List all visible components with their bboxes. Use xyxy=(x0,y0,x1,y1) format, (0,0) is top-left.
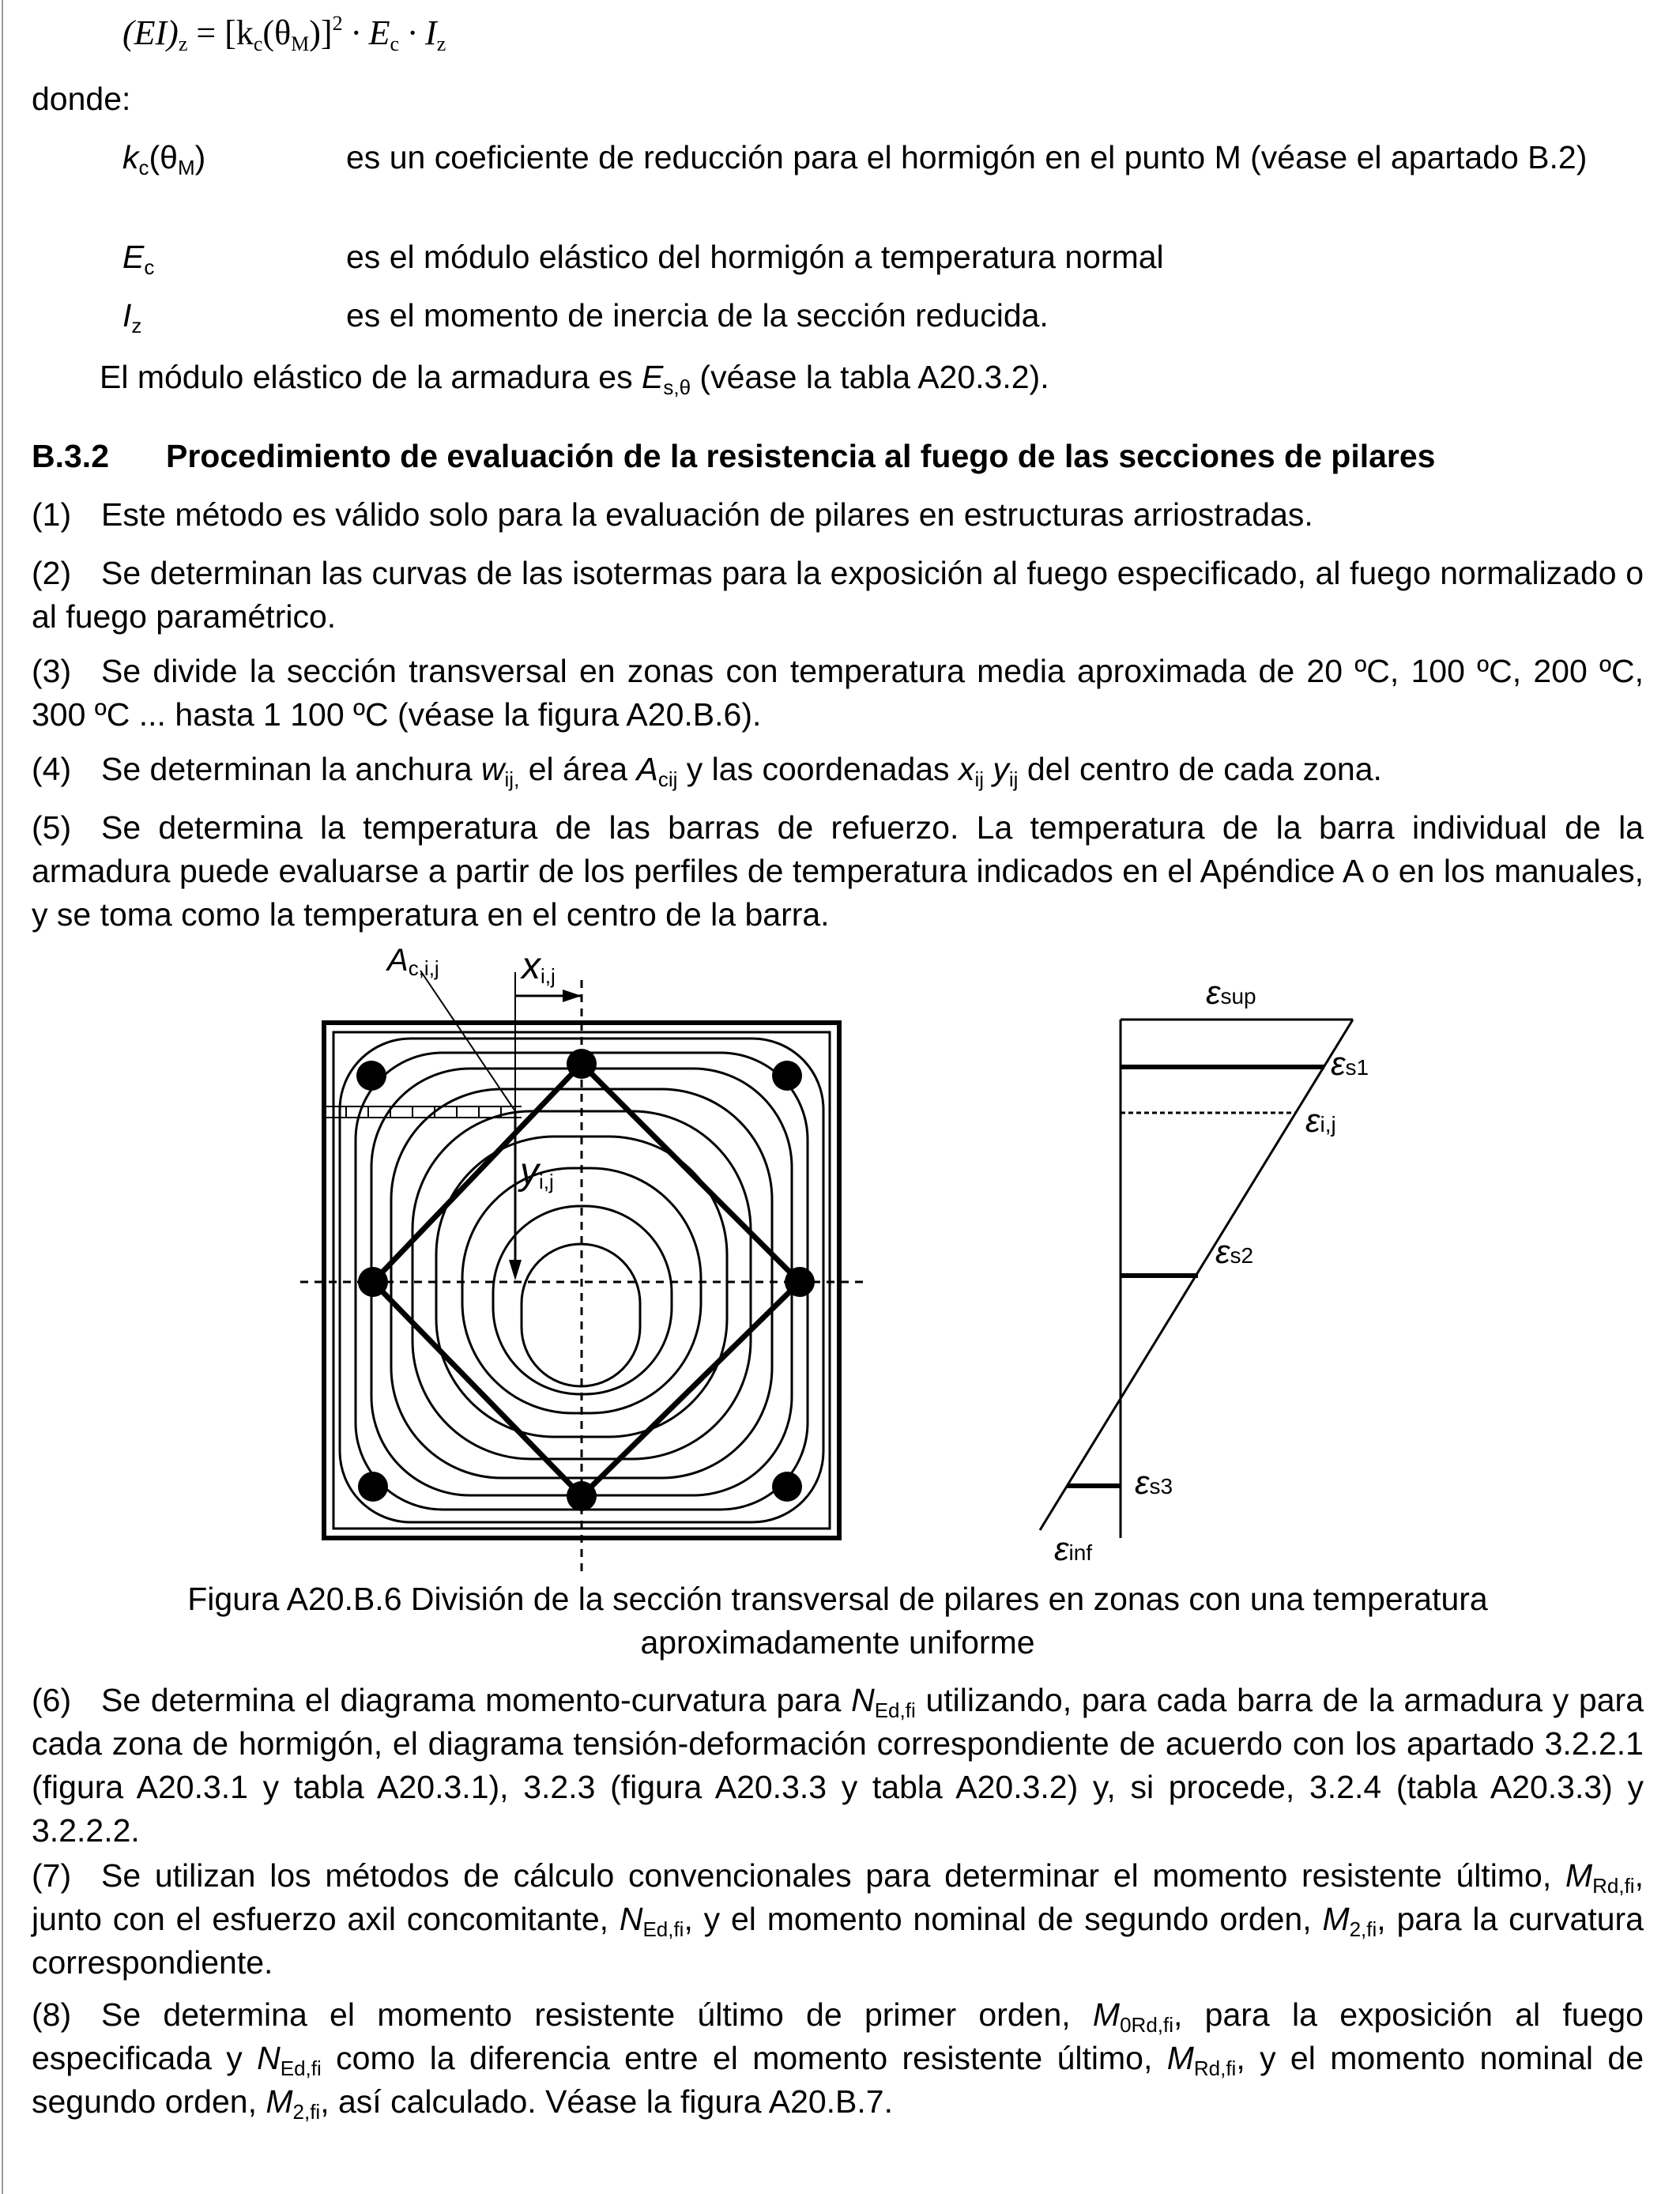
section-title: Procedimiento de evaluación de la resistencia al fuego de las secciones de pilares xyxy=(166,438,1436,474)
item-5: (5) Se determina la temperatura de las barras de refuerzo. La temperatura de la barra individual de la armadura puede evaluarse a partir de los perfiles de temperatura indicados en el Apéndice A o en los manuales, y se toma como la temperatura en el centro de la barra. xyxy=(32,809,1644,933)
strain-s1-label: εs1 xyxy=(1331,1045,1369,1082)
rebar-bottom-center xyxy=(567,1481,597,1511)
item-3: (3) Se divide la sección transversal en zonas con temperatura media aproximada de 20 ºC, 100 ºC, 200 ºC, 300 ºC ... hasta 1 100 ºC (véase la figura A20.B.6). xyxy=(32,653,1644,733)
strain-s2-label: εs2 xyxy=(1215,1233,1254,1270)
rebar-mid-right xyxy=(785,1267,815,1297)
area-leader xyxy=(420,971,515,1111)
figure-column-section xyxy=(0,941,1680,1581)
definition-text-ec: es el módulo elástico del hormigón a temperatura normal xyxy=(346,239,1164,275)
rebar-bottom-left xyxy=(358,1472,388,1502)
stiffness-formula: $(EI)_z = [k_c(\theta_M)]^2 \cdot E_c \cdot I_z$ xyxy=(122,12,446,55)
rebar-top-center xyxy=(567,1049,597,1079)
donde-label: donde: xyxy=(32,81,131,117)
item-4: (4) Se determinan la anchura $w_{ij,}$ el área $A_{cij}$ y las coordenadas $x_{ij}$ $y_{ij}$ del centro de cada zona. xyxy=(32,751,1382,791)
strain-inf-label: εinf xyxy=(1054,1530,1093,1567)
definition-term-ec: $E_c$ xyxy=(122,239,155,279)
area-label: Ac,i,j xyxy=(387,943,439,980)
definition-text-iz: es el momento de inercia de la sección reducida. xyxy=(346,297,1049,334)
rebar-bottom-right xyxy=(772,1472,802,1502)
figure-caption: Figura A20.B.6 División de la sección transversal de pilares en zonas con una temperatura aproximadamente uniforme xyxy=(187,1581,1488,1661)
definition-term-iz: $I_z$ xyxy=(122,297,142,337)
zone-grid xyxy=(324,1106,522,1118)
strain-s3-label: εs3 xyxy=(1135,1464,1173,1501)
rebar-mid-left xyxy=(358,1267,388,1297)
y-arrowhead xyxy=(509,1260,522,1280)
rebar-top-right xyxy=(772,1061,802,1091)
modulo-elastico-paragraph: El módulo elástico de la armadura es $E_{s,\theta}$ (véase la tabla A20.3.2). xyxy=(100,359,1049,399)
definition-term-kc: $k_c(\theta_M)$ xyxy=(122,139,206,179)
item-7: (7) Se utilizan los métodos de cálculo convencionales para determinar el momento resistente último, $M_{Rd,fi}$, junto con el esfuerzo axil concomitante, $N_{Ed,fi}$, y el momento nominal de segundo orden, $M_{2,fi}$, para la curvatura correspondiente. xyxy=(32,1857,1644,1981)
strain-sup-label: εsup xyxy=(1206,974,1256,1011)
rebar-top-left xyxy=(356,1061,386,1091)
definition-text-kc: es un coeficiente de reducción para el hormigón en el punto M (véase el apartado B.2) xyxy=(346,139,1588,175)
y-label: yi,j xyxy=(520,1151,554,1193)
item-1: (1) Este método es válido solo para la evaluación de pilares en estructuras arriostradas. xyxy=(32,496,1313,533)
x-label: xi,j xyxy=(522,945,556,988)
section-number: B.3.2 xyxy=(32,438,109,474)
item-6: (6) Se determina el diagrama momento-curvatura para $N_{Ed,fi}$ utilizando, para cada barra de la armadura y para cada zona de hormigón, el diagrama tensión-deformación correspondiente de acuerdo con los apartado 3.2.2.1 (figura A20.3.1 y tabla A20.3.1), 3.2.3 (figura A20.3.3 y tabla A20.3.2) y, si procede, 3.2.4 (tabla A20.3.3) y 3.2.2.2. xyxy=(32,1682,1644,1849)
item-8: (8) Se determina el momento resistente último de primer orden, $M_{0Rd,fi}$, para la exposición al fuego especificada y $N_{Ed,fi}$ como la diferencia entre el momento resistente último, $M_{Rd,fi}$, y el momento nominal de segundo orden, $M_{2,fi}$, así calculado. Véase la figura A20.B.7. xyxy=(32,1996,1644,2124)
x-arrowhead xyxy=(563,990,582,1002)
item-2: (2) Se determinan las curvas de las isotermas para la exposición al fuego especificado, al fuego normalizado o al fuego paramétrico. xyxy=(32,555,1644,635)
strain-ij-label: εi,j xyxy=(1305,1102,1336,1139)
